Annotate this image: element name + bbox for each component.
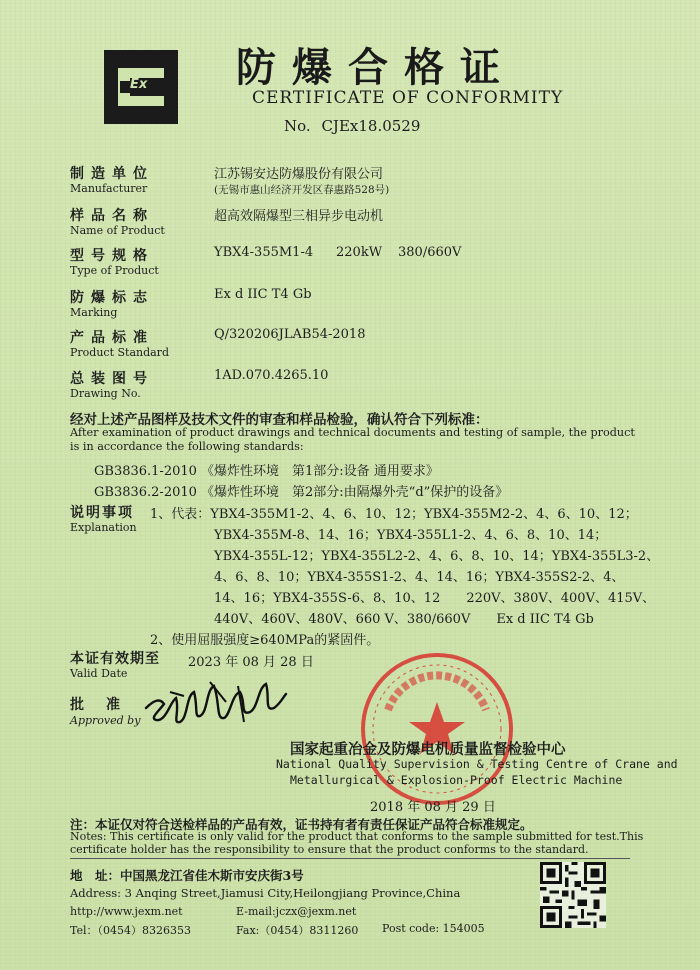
email-link[interactable]: E-mail:jczx@jexm.net [236, 905, 357, 918]
issue-date: 2018 年 08 月 29 日 [370, 800, 496, 815]
drawing-label: 总装图号 [70, 371, 154, 387]
product-name-label-en: Name of Product [70, 224, 165, 237]
explanation-line: 1、代表：YBX4-355M1-2、4、6、10、12；YBX4-355M2-2、4、6、10、12； [150, 507, 638, 522]
explanation-label: 说明事项 [70, 505, 134, 521]
website-link[interactable]: http://www.jexm.net [70, 905, 183, 918]
product-power: 220kW [336, 245, 383, 260]
notes-zh: 注：本证仅对符合送检样品的产品有效，证书持有者有责任保证产品符合标准规定。 [70, 817, 533, 832]
notes-en-2: certificate holder has the responsibility to ensure that the product conforms to the standard. [70, 843, 589, 856]
valid-date-label: 本证有效期至 [70, 651, 160, 667]
explanation-line: 2、使用屈服强度≥640MPa的紧固件。 [150, 633, 380, 648]
explanation-line: YBX4-355M-8、14、16；YBX4-355L1-2、4、6、8、10、14； [214, 528, 608, 543]
approved-label: 批 准 [70, 697, 124, 713]
product-name-value: 超高效隔爆型三相异步电动机 [214, 209, 384, 224]
address-en: Address: 3 Anqing Street,Jiamusi City,Heilongjiang Province,China [70, 886, 461, 900]
product-voltage: 380/660V [398, 245, 462, 260]
drawing-label-en: Drawing No. [70, 387, 141, 400]
logo-text: Ex [130, 77, 148, 92]
manufacturer-label: 制造单位 [70, 166, 154, 182]
explanation-line: 440V、460V、480V、660 V、380/660V Ex d IIC T4 Gb [214, 612, 594, 627]
no-label: No. [284, 117, 311, 135]
address-zh: 地 址：中国黑龙江省佳木斯市安庆街3号 [70, 868, 304, 883]
explanation-line: 4、6、8、10；YBX4-355S1-2、4、14、16；YBX4-355S2-2、4、 [214, 570, 625, 585]
product-type-label: 型号规格 [70, 248, 154, 264]
signature [140, 672, 290, 732]
qr-code[interactable] [540, 862, 606, 928]
certificate-number [284, 117, 420, 135]
standard-2: GB3836.2-2010 《爆炸性环境 第2部分:由隔爆外壳“d”保护的设备》 [94, 485, 509, 500]
product-type-value: YBX4-355M1-4 [214, 245, 314, 260]
manufacturer-address: (无锡市惠山经济开发区春惠路528号) [214, 184, 390, 196]
standard-label-en: Product Standard [70, 346, 169, 359]
post-code: Post code: 154005 [382, 922, 485, 935]
drawing-value: 1AD.070.4265.10 [214, 368, 329, 383]
marking-value: Ex d IIC T4 Gb [214, 287, 312, 302]
issuer-en-2: Metallurgical & Explosion-Proof Electric Machine [290, 773, 623, 787]
page-title: 防爆合格证 [236, 44, 516, 91]
valid-date-value: 2023 年 08 月 28 日 [188, 655, 314, 670]
statement-zh: 经对上述产品图样及技术文件的审查和样品检验，确认符合下列标准： [70, 412, 489, 428]
footer-divider [70, 858, 630, 859]
product-name-label: 样品名称 [70, 208, 154, 224]
manufacturer-label-en: Manufacturer [70, 182, 148, 195]
ex-logo [104, 50, 178, 124]
issuer-en-1: National Quality Supervision & Testing Centre of Crane and [276, 757, 678, 771]
marking-label: 防爆标志 [70, 290, 154, 306]
statement-en-2: is in accordance the following standards: [70, 440, 304, 453]
telephone: Tel：（0454）8326353 [70, 924, 191, 937]
explanation-line: YBX4-355L-12；YBX4-355L2-2、4、6、8、10、14；YBX4-355L3-2、 [214, 549, 660, 564]
fax: Fax:（0454）8311260 [236, 924, 359, 937]
issuer-zh: 国家起重冶金及防爆电机质量监督检验中心 [290, 741, 566, 758]
product-type-label-en: Type of Product [70, 264, 159, 277]
standard-label: 产品标准 [70, 330, 154, 346]
marking-label-en: Marking [70, 306, 118, 319]
explanation-line: 14、16；YBX4-355S-6、8、10、12 220V、380V、400V、415V、 [214, 591, 656, 606]
standard-1: GB3836.1-2010 《爆炸性环境 第1部分:设备 通用要求》 [94, 464, 439, 479]
statement-en-1: After examination of product drawings and technical documents and testing of sample, the product [70, 426, 635, 439]
manufacturer-value: 江苏锡安达防爆股份有限公司 [214, 167, 384, 182]
valid-date-label-en: Valid Date [70, 667, 128, 680]
notes-en-1: Notes: This certificate is only valid for the product that conforms to the sample submitted for test.This [70, 830, 644, 843]
no-value: CJEx18.0529 [321, 117, 421, 135]
explanation-label-en: Explanation [70, 521, 137, 534]
page-title-en: CERTIFICATE OF CONFORMITY [252, 88, 564, 108]
standard-value: Q/320206JLAB54-2018 [214, 327, 366, 342]
approved-label-en: Approved by [70, 714, 141, 727]
